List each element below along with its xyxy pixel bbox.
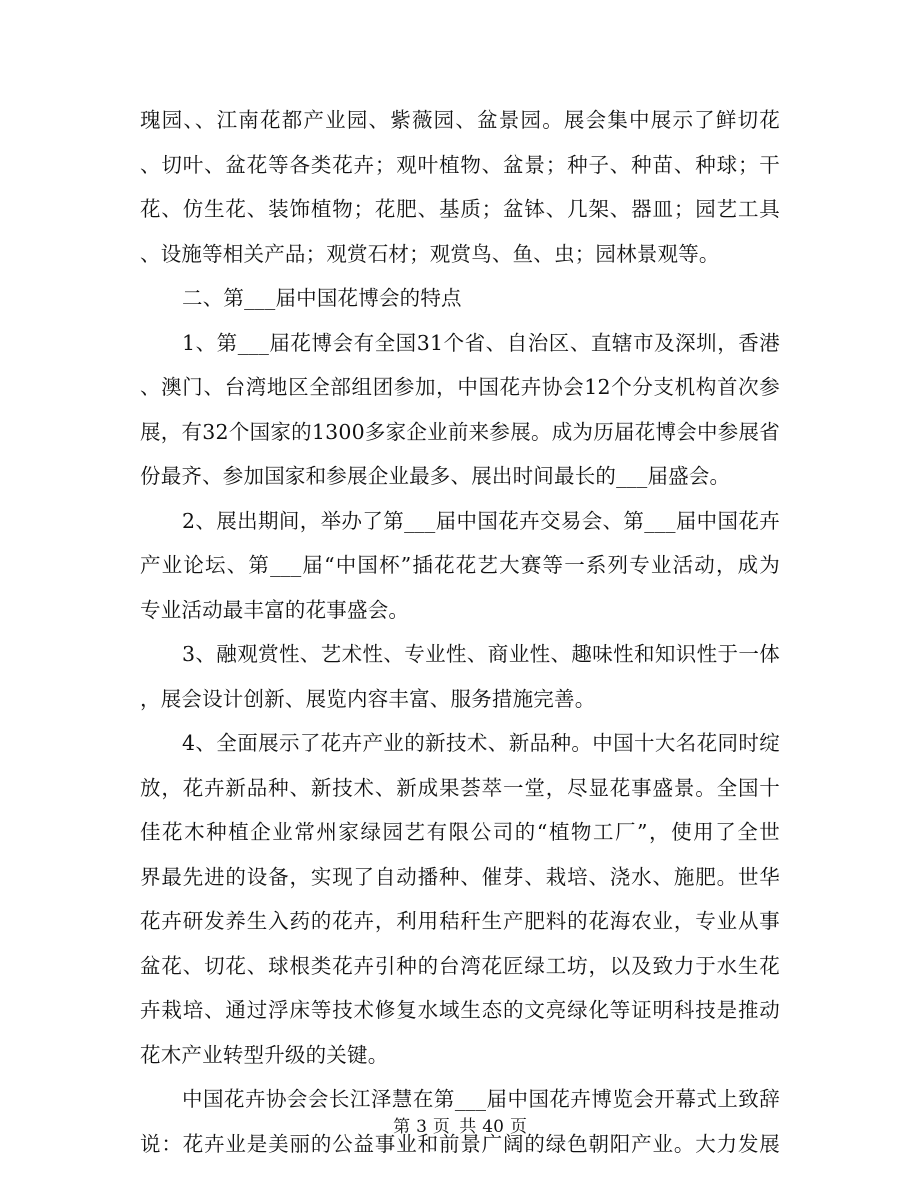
- text-line: 展，有32个国家的1300多家企业前来参展。成为历届花博会中参展省: [140, 419, 780, 444]
- page-footer: [0, 1112, 920, 1137]
- text-line: 说：花卉业是美丽的公益事业和前景广阔的绿色朝阳产业。大力发展: [140, 1131, 780, 1156]
- footer-suffix: 页: [509, 1117, 527, 1137]
- text-line: ，展会设计创新、展览内容丰富、服务措施完善。: [140, 686, 596, 711]
- text-line: 佳花木种植企业常州家绿园艺有限公司的“植物工厂”，使用了全世: [140, 820, 780, 844]
- text-line: 放，花卉新品种、新技术、新成果荟萃一堂，尽显花事盛景。全国十: [140, 775, 780, 800]
- footer-total-pages: 40: [482, 1117, 504, 1137]
- text-line: 、澳门、台湾地区全部组团参加，中国花卉协会12个分支机构首次参: [140, 375, 780, 399]
- text-line: 花木产业转型升级的关键。: [140, 1042, 389, 1067]
- text-line: 瑰园、、江南花都产业园、紫薇园、盆景园。展会集中展示了鲜切花: [140, 108, 780, 132]
- text-line: 2、展出期间，举办了第___届中国花卉交易会、第___届中国花卉: [182, 508, 780, 533]
- text-line: 花卉研发养生入药的花卉，利用秸秆生产肥料的花海农业，专业从事: [140, 909, 780, 933]
- text-line: 花、仿生花、装饰植物；花肥、基质；盆钵、几架、器皿；园艺工具: [140, 197, 780, 221]
- text-line: 专业活动最丰富的花事盛会。: [140, 597, 410, 622]
- text-line: 、设施等相关产品；观赏石材；观赏鸟、鱼、虫；园林景观等。: [140, 241, 720, 266]
- text-line: 中国花卉协会会长江泽慧在第___届中国花卉博览会开幕式上致辞: [182, 1087, 780, 1111]
- footer-middle: 页 共: [432, 1117, 477, 1137]
- text-line: 4、全面展示了花卉产业的新技术、新品种。中国十大名花同时绽: [182, 731, 780, 755]
- text-line: 二、第___届中国花博会的特点: [182, 286, 462, 310]
- text-line: 3、融观赏性、艺术性、专业性、商业性、趣味性和知识性于一体: [182, 642, 780, 666]
- text-line: 、切叶、盆花等各类花卉；观叶植物、盆景；种子、种苗、种球；干: [140, 152, 780, 177]
- text-line: 界最先进的设备，实现了自动播种、催芽、栽培、浇水、施肥。世华: [140, 864, 780, 889]
- text-line: 产业论坛、第___届“中国杯”插花花艺大赛等一系列专业活动，成为: [140, 553, 780, 577]
- footer-current-page: 3: [416, 1117, 427, 1137]
- footer-prefix: 第: [393, 1117, 411, 1137]
- text-line: 卉栽培、通过浮床等技术修复水域生态的文亮绿化等证明科技是推动: [140, 998, 780, 1022]
- body-text: [140, 98, 780, 1166]
- text-line: 盆花、切花、球根类花卉引种的台湾花匠绿工坊，以及致力于水生花: [140, 953, 780, 978]
- text-line: 1、第___届花博会有全国31个省、自治区、直辖市及深圳，香港: [182, 330, 780, 355]
- text-line: 份最齐、参加国家和参展企业最多、展出时间最长的___届盛会。: [140, 464, 731, 488]
